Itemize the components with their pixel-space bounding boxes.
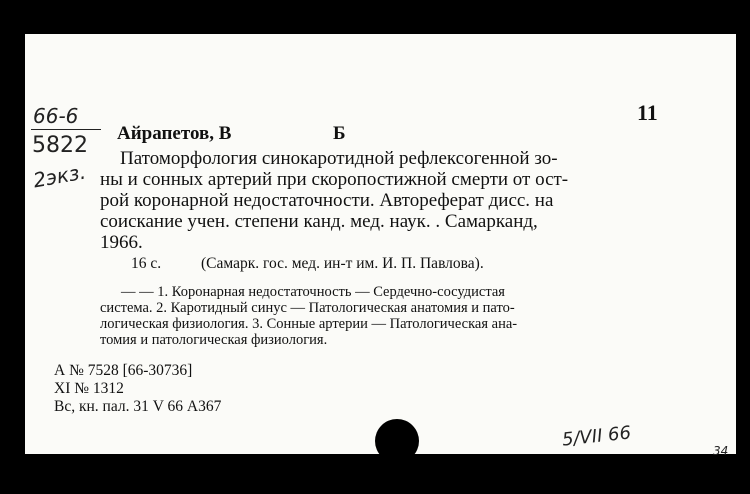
catalog-number: XI № 1312 bbox=[54, 380, 124, 397]
handwritten-date: 5/VII 66 bbox=[561, 422, 632, 451]
subject-line: система. 2. Каротидный синус — Патологическая анатомия и пато- bbox=[100, 300, 515, 316]
handwritten-copies: 2экз. bbox=[31, 159, 88, 193]
catalog-number: А № 7528 [66-30736] bbox=[54, 362, 193, 379]
page-count: 16 с. bbox=[131, 255, 162, 272]
right-border bbox=[736, 34, 750, 454]
punch-hole bbox=[375, 419, 419, 463]
card-number: 11 bbox=[637, 100, 658, 125]
author-initial: Б bbox=[333, 123, 346, 144]
handwritten-code-bottom: 5822 bbox=[32, 133, 88, 158]
subject-line: — — 1. Коронарная недостаточность — Сердечно-сосудистая bbox=[121, 284, 505, 300]
title-line: ны и сонных артерий при скоропостижной смерти от ост- bbox=[100, 169, 569, 190]
title-line: Патоморфология синокаротидной рефлексогенной зо- bbox=[120, 148, 558, 169]
title-line: 1966. bbox=[100, 232, 143, 253]
subject-line: томия и патологическая физиология. bbox=[100, 332, 328, 348]
title-line: рой коронарной недостаточности. Автореферат дисс. на bbox=[100, 190, 554, 211]
publisher: (Самарк. гос. мед. ин-т им. И. П. Павлова). bbox=[201, 255, 484, 272]
corner-number: 34 bbox=[713, 444, 729, 458]
underline-stroke bbox=[31, 129, 101, 130]
subject-line: логическая физиология. 3. Сонные артерии — Патологическая ана- bbox=[100, 316, 518, 332]
author-name: Айрапетов, В bbox=[117, 123, 232, 144]
catalog-number: Вс, кн. пал. 31 V 66 А367 bbox=[54, 398, 222, 415]
handwritten-code-top: 66-6 bbox=[33, 104, 79, 128]
catalog-card bbox=[25, 34, 736, 458]
title-line: соискание учен. степени канд. мед. наук. . Самарканд, bbox=[100, 211, 538, 232]
